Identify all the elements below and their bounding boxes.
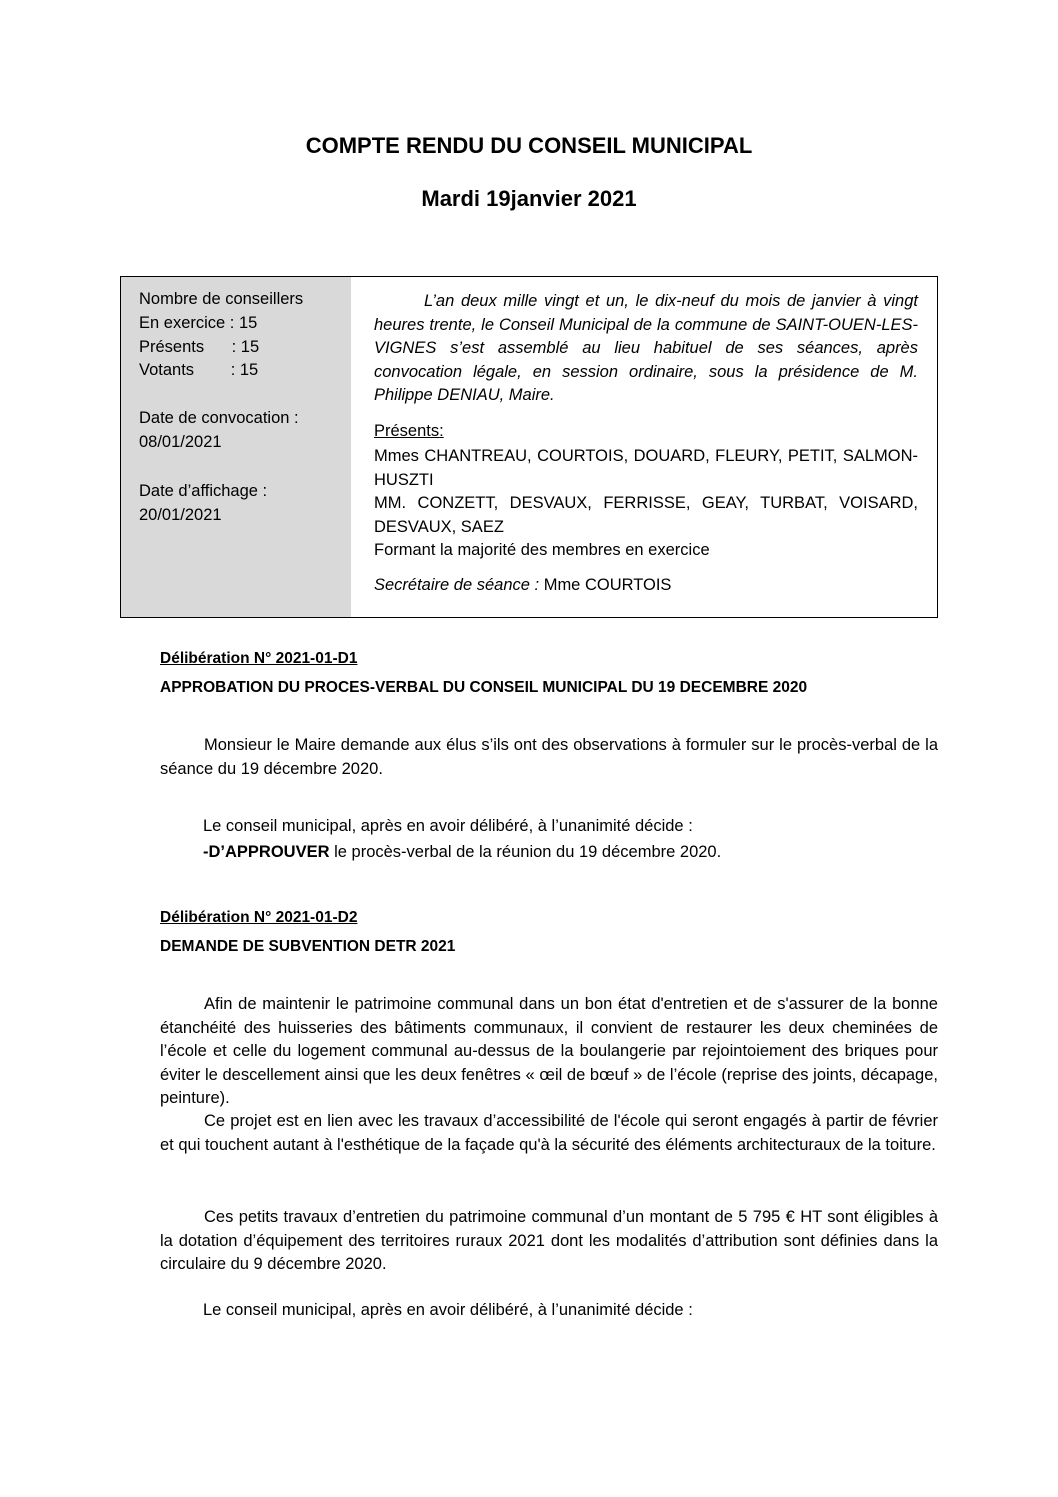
deliberation-1-number: Délibération N° 2021-01-D1 <box>160 650 358 667</box>
deliberation-2-paragraph-2: Ce projet est en lien avec les travaux d’accessibilité de l'école qui seront engagés à partir de février et qui touchent autant à l'esthétique de la façade qu'à la sécurité des éléments architecturaux de la toiture. <box>160 1112 938 1154</box>
presents-heading <box>374 422 444 441</box>
posting-date: 20/01/2021 <box>139 506 222 524</box>
meeting-info-box <box>120 276 938 618</box>
deliberation-1-action-text: le procès-verbal de la réunion du 19 décembre 2020. <box>329 843 722 861</box>
document-title: COMPTE RENDU DU CONSEIL MUNICIPAL <box>305 133 753 158</box>
secretary-name: Mme COURTOIS <box>539 576 672 594</box>
deliberation-1-paragraph: Monsieur le Maire demande aux élus s’ils ont des observations à formuler sur le procès-verbal de la séance du 19 décembre 2020. <box>160 736 938 778</box>
in-office-count: En exercice : 15 <box>139 314 258 332</box>
deliberation-1-title: APPROBATION DU PROCES-VERBAL DU CONSEIL MUNICIPAL DU 19 DECEMBRE 2020 <box>160 679 808 696</box>
voting-count: Votants : 15 <box>139 361 259 379</box>
posting-label: Date d’affichage : <box>139 482 268 500</box>
present-count: Présents : 15 <box>139 338 260 356</box>
deliberation-1-action <box>203 843 721 862</box>
meeting-intro: L’an deux mille vingt et un, le dix-neuf du mois de janvier à vingt heures trente, le Conseil Municipal de la commune de SAINT-OUEN-LES-VIGNES s’est assemblé au lieu habituel de ses séances, après convocation légale, en session ordinaire, sous la présidence de M. Philippe DENIAU, Maire. <box>374 292 918 404</box>
presents-men: MM. CONZETT, DESVAUX, FERRISSE, GEAY, TURBAT, VOISARD, DESVAUX, SAEZ <box>374 494 918 536</box>
councillors-heading: Nombre de conseillers <box>139 290 304 308</box>
council-count-panel <box>121 277 351 617</box>
deliberation-2-title: DEMANDE DE SUBVENTION DETR 2021 <box>160 938 456 955</box>
deliberation-2-paragraph-3: Ces petits travaux d’entretien du patrimoine communal d’un montant de 5 795 € HT sont éligibles à la dotation d’équipement des territoires ruraux 2021 dont les modalités d’attribution sont définies dans la circulaire du 9 décembre 2020. <box>160 1208 938 1273</box>
presents-women: Mmes CHANTREAU, COURTOIS, DOUARD, FLEURY, PETIT, SALMON-HUSZTI <box>374 447 918 489</box>
deliberation-2-number: Délibération N° 2021-01-D2 <box>160 909 358 926</box>
secretary-line <box>374 576 671 595</box>
secretary-label: Secrétaire de séance : <box>374 576 540 594</box>
deliberation-1-decision: Le conseil municipal, après en avoir délibéré, à l’unanimité décide : <box>203 817 693 835</box>
quorum-statement: Formant la majorité des membres en exercice <box>374 541 710 559</box>
convocation-label: Date de convocation : <box>139 409 299 427</box>
convocation-date: 08/01/2021 <box>139 433 222 451</box>
meeting-date: Mardi 19janvier 2021 <box>421 186 637 211</box>
deliberation-1-action-verb: -D’APPROUVER <box>203 843 330 861</box>
presents-label: Présents <box>374 422 440 440</box>
deliberation-2-paragraph-1: Afin de maintenir le patrimoine communal dans un bon état d'entretien et de s'assurer de la bonne étanchéité des huisseries des bâtiments communaux, il convient de restaurer les deux cheminées de l’école et celle du logement communal au-dessus de la boulangerie par rejointoiement des briques pour éviter le descellement ainsi que les deux fenêtres « œil de bœuf » de l’école (reprise des joints, décapage, peinture). <box>160 995 938 1107</box>
deliberation-2-decision: Le conseil municipal, après en avoir délibéré, à l’unanimité décide : <box>203 1301 693 1319</box>
presents-colon: : <box>439 422 444 440</box>
